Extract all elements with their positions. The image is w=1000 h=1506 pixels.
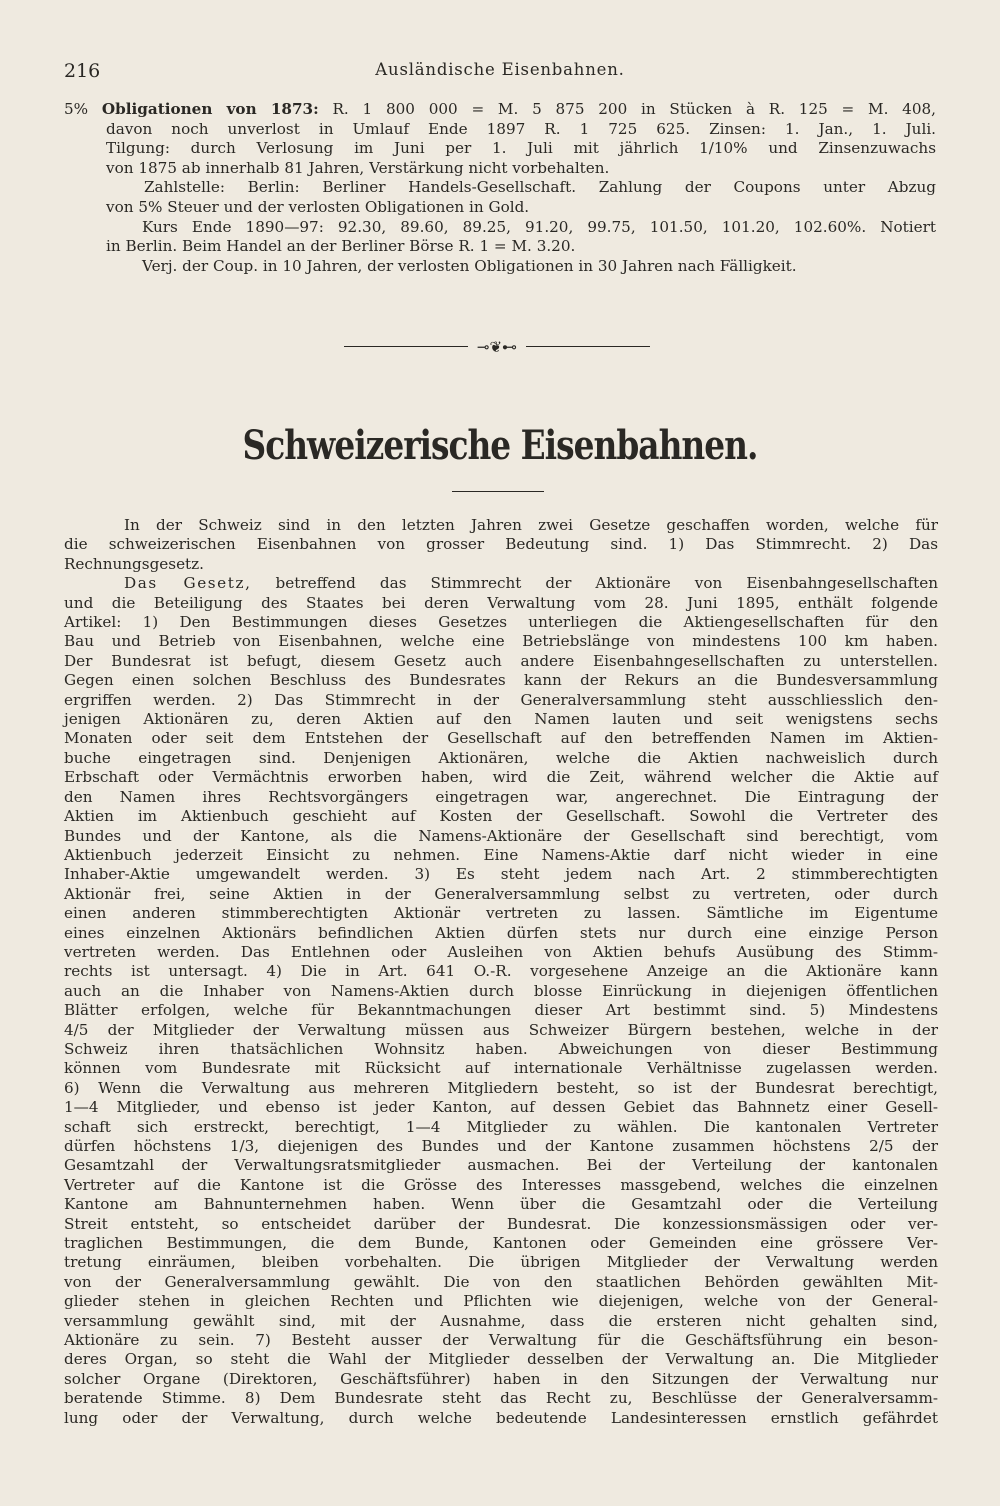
bond-line: davon noch unverlost in Umlauf Ende 1897 R. 1 725 625. Zinsen: 1. Jan., 1. Juli. (106, 119, 936, 138)
body-line: Aktionäre zu sein. 7) Besteht ausser der Verwaltung für die Geschäftsführung ein beson- (64, 1331, 938, 1350)
bond-line: von 1875 ab innerhalb 81 Jahren, Verstärkung nicht vorbehalten. (106, 158, 610, 177)
bond-title: Obligationen von 1873: (101, 100, 319, 118)
body-line: Gegen einen solchen Beschluss des Bundesrates kann der Rekurs an die Bundesversammlung (64, 671, 938, 690)
bond-line: Verj. der Coup. in 10 Jahren, der verlosten Obligationen in 30 Jahren nach Fälligkeit. (142, 256, 797, 275)
body-line: jenigen Aktionären zu, deren Aktien auf den Namen lauten und seit wenigstens sechs (64, 710, 938, 729)
running-head: Ausländische Eisenbahnen. (375, 60, 625, 79)
page-header (64, 60, 936, 84)
divider-rule-right (526, 346, 650, 347)
body-line-rest: betreffend das Stimmrecht der Aktionäre von Eisenbahngesellschaften (275, 574, 939, 593)
body-line: Kantone am Bahnunternehmen haben. Wenn über die Gesamtzahl oder die Verteilung (64, 1195, 938, 1214)
body-line: vertreten werden. Das Entlehnen oder Ausleihen von Aktien behufs Ausübung des Stimm- (64, 942, 938, 961)
body-line: 6) Wenn die Verwaltung aus mehreren Mitgliedern besteht, so ist der Bundesrat berechtigt, (64, 1078, 938, 1097)
body-line (64, 574, 938, 593)
bond-amount: R. 1 800 000 = M. 5 875 200 in Stücken à R. 125 = M. 408, (332, 100, 936, 118)
body-line: Aktienbuch jederzeit Einsicht zu nehmen. Eine Namens-Aktie darf nicht wieder in eine (64, 845, 938, 864)
body-line: den Namen ihres Rechtsvorgängers eingetragen war, angerechnet. Die Eintragung der (64, 787, 938, 806)
bond-rate: 5% (64, 100, 89, 118)
body-line: Inhaber-Aktie umgewandelt werden. 3) Es steht jedem nach Art. 2 stimmberechtigten (64, 865, 938, 884)
body-line: 4/5 der Mitglieder der Verwaltung müssen aus Schweizer Bürgern bestehen, welche in der (64, 1020, 938, 1039)
body-line: dürfen höchstens 1/3, diejenigen des Bundes und der Kantone zusammen höchstens 2/5 der (64, 1137, 938, 1155)
bond-line-1 (64, 100, 936, 120)
body-line: rechts ist untersagt. 4) Die in Art. 641 O.-R. vorgesehene Anzeige an die Aktionäre kann (64, 962, 938, 981)
body-line: Erbschaft oder Vermächtnis erworben haben, wird die Zeit, während welcher die Aktie auf (64, 768, 938, 787)
spaced-phrase: Das Gesetz, (124, 574, 252, 593)
body-line: traglichen Bestimmungen, die dem Bunde, Kantonen oder Gemeinden eine grössere Ver- (64, 1234, 938, 1253)
body-line: schaft sich erstreckt, berechtigt, 1—4 Mitglieder zu wählen. Die kantonalen Vertreter (64, 1117, 938, 1136)
body-line: einen anderen stimmberechtigten Aktionär vertreten zu lassen. Sämtliche im Eigentume (64, 904, 938, 923)
section-title: Schweizerische Eisenbahnen. (242, 422, 758, 469)
body-line: solcher Organe (Direktoren, Geschäftsführer) haben in den Sitzungen der Verwaltung nur (64, 1369, 938, 1388)
body-line: auch an die Inhaber von Namens-Aktien durch blosse Einrückung in diejenigen öffentlichen (64, 981, 938, 1000)
body-line: eines einzelnen Aktionärs befindlichen Aktien dürfen stets nur durch eine einzige Person (64, 923, 938, 942)
body-line: lung oder der Verwaltung, durch welche bedeutende Landesinteressen ernstlich gefährdet (64, 1408, 938, 1427)
body-line: Aktionär frei, seine Aktien in der Generalversammlung selbst zu vertreten, oder durch (64, 884, 938, 903)
body-line: Gesamtzahl der Verwaltungsratsmitglieder ausmachen. Bei der Verteilung der kantonalen (64, 1156, 938, 1175)
bond-line: in Berlin. Beim Handel an der Berliner Börse R. 1 = M. 3.20. (106, 237, 576, 256)
body-line: Bau und Betrieb von Eisenbahnen, welche eine Betriebslänge von mindestens 100 km haben. (64, 632, 938, 651)
body-line: Bundes und der Kantone, als die Namens-Aktionäre der Gesellschaft sind berechtigt, vom (64, 826, 938, 845)
body-line: Schweiz ihren thatsächlichen Wohnsitz haben. Abweichungen von dieser Bestimmung (64, 1039, 938, 1058)
ornament-glyph: ⊸❦⊷ (476, 338, 518, 356)
body-line: Rechnungsgesetz. (64, 554, 204, 573)
bond-line: von 5% Steuer und der verlosten Obligationen in Gold. (106, 197, 530, 216)
body-line: Blätter erfolgen, welche für Bekanntmachungen dieser Art bestimmt sind. 5) Mindestens (64, 1001, 938, 1020)
body-text (64, 516, 938, 1428)
bond-line: Tilgung: durch Verlosung im Juni per 1. Juli mit jährlich 1/10% und Zinsenzuwachs (106, 139, 936, 158)
body-line: 1—4 Mitglieder, und ebenso ist jeder Kanton, auf dessen Gebiet das Bahnnetz einer Gesell- (64, 1098, 938, 1117)
body-line: die schweizerischen Eisenbahnen von grosser Bedeutung sind. 1) Das Stimmrecht. 2) Das (64, 535, 938, 554)
body-line: beratende Stimme. 8) Dem Bundesrate steht das Recht zu, Beschlüsse der Generalversamm- (64, 1389, 938, 1408)
body-line: können vom Bundesrate mit Rücksicht auf internationale Verhältnisse zugelassen werden. (64, 1059, 938, 1078)
body-line: deres Organ, so steht die Wahl der Mitglieder desselben der Verwaltung an. Die Mitglieder (64, 1350, 938, 1369)
bond-section (64, 100, 936, 276)
body-line: Streit entsteht, so entscheidet darüber der Bundesrat. Die konzessionsmässigen oder ver- (64, 1214, 938, 1233)
body-line: tretung einräumen, bleiben vorbehalten. Die übrigen Mitglieder der Verwaltung werden (64, 1253, 938, 1272)
title-underline (452, 491, 544, 492)
paragraph-2 (64, 594, 938, 1428)
bond-line: Kurs Ende 1890—97: 92.30, 89.60, 89.25, 91.20, 99.75, 101.50, 101.20, 102.60%. Notiert (142, 217, 936, 236)
body-line: In der Schweiz sind in den letzten Jahren zwei Gesetze geschaffen worden, welche für (124, 516, 938, 534)
body-line: Artikel: 1) Den Bestimmungen dieses Gesetzes unterliegen die Aktiengesellschaften für den (64, 613, 938, 632)
body-line: Aktien im Aktienbuch geschieht auf Kosten der Gesellschaft. Sowohl die Vertreter des (64, 807, 938, 826)
ornament-divider (344, 338, 650, 356)
body-line: Der Bundesrat ist befugt, diesem Gesetz auch andere Eisenbahngesellschaften zu unterstellen. (64, 651, 938, 670)
body-line: Vertreter auf die Kantone ist die Grösse des Interesses massgebend, welches die einzelnen (64, 1175, 938, 1194)
body-line: glieder stehen in gleichen Rechten und Pflichten wie diejenigen, welche von der General- (64, 1292, 938, 1311)
body-line: und die Beteiligung des Staates bei deren Verwaltung vom 28. Juni 1895, enthält folgende (64, 593, 938, 612)
bond-line: Zahlstelle: Berlin: Berliner Handels-Gesellschaft. Zahlung der Coupons unter Abzug (144, 178, 936, 197)
body-line: ergriffen werden. 2) Das Stimmrecht in der Generalversammlung steht ausschliesslich den- (64, 690, 938, 709)
divider-rule-left (344, 346, 468, 347)
body-line: von der Generalversammlung gewählt. Die von den staatlichen Behörden gewählten Mit- (64, 1272, 938, 1291)
body-line: buche eingetragen sind. Denjenigen Aktionären, welche die Aktien nachweislich durch (64, 748, 938, 767)
page-number: 216 (64, 60, 101, 82)
body-line: Monaten oder seit dem Entstehen der Gesellschaft auf den betreffenden Namen im Aktien- (64, 729, 938, 748)
body-line: versammlung gewählt sind, mit der Ausnahme, dass die ersteren nicht gehalten sind, (64, 1311, 938, 1330)
